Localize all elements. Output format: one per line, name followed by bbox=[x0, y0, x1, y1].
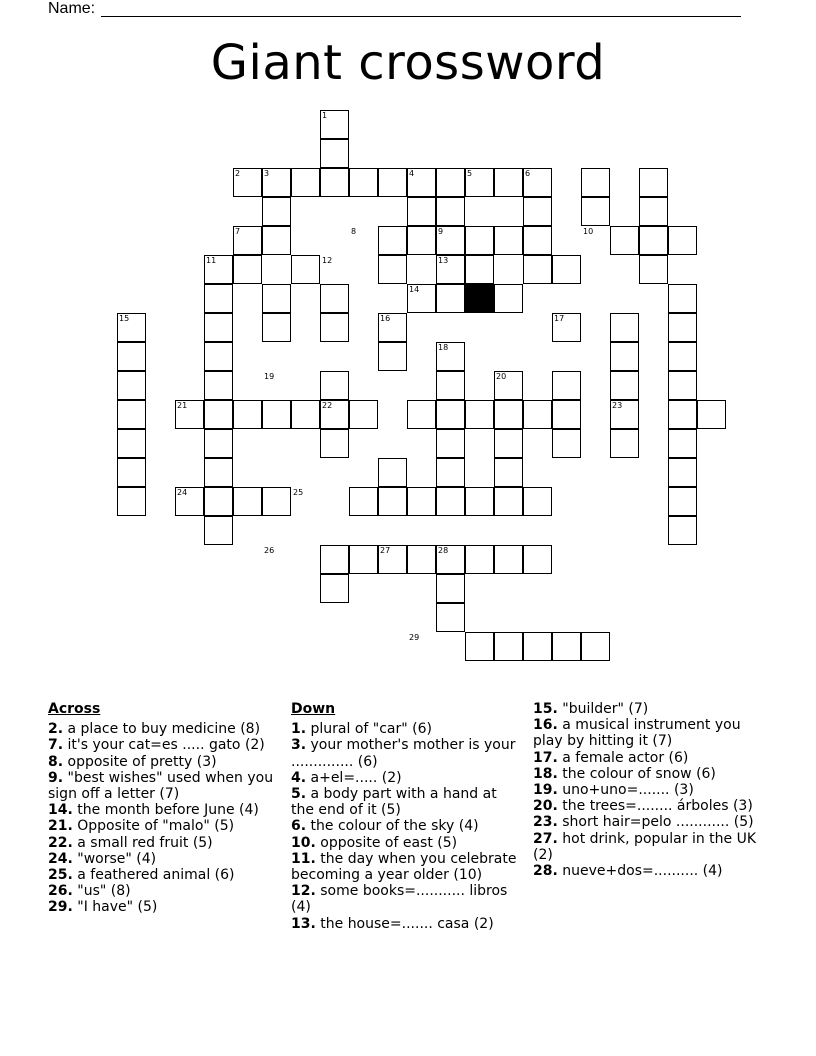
clue-item-text: plural of "car" (6) bbox=[306, 721, 432, 738]
clue-item-number: 27. bbox=[533, 830, 558, 847]
clue-item bbox=[533, 750, 763, 766]
grid-cell[interactable] bbox=[407, 226, 436, 255]
clue-item-text: the day when you celebrate becoming a year older (10) bbox=[291, 850, 517, 884]
grid-cell[interactable] bbox=[436, 429, 465, 458]
grid-cell[interactable] bbox=[204, 429, 233, 458]
grid-cell[interactable] bbox=[436, 458, 465, 487]
grid-cell[interactable] bbox=[262, 400, 291, 429]
grid-cell[interactable] bbox=[262, 197, 291, 226]
clue-item-number: 9. bbox=[48, 769, 64, 786]
clue-item bbox=[48, 802, 276, 818]
clue-item-text: it's your cat=es ..... gato (2) bbox=[63, 737, 265, 754]
grid-cell[interactable] bbox=[407, 545, 436, 574]
clue-item-text: a female actor (6) bbox=[557, 749, 689, 766]
grid-cell[interactable] bbox=[668, 458, 697, 487]
grid-cell[interactable] bbox=[407, 197, 436, 226]
clue-number: 24 bbox=[177, 488, 188, 497]
clue-item bbox=[291, 916, 517, 932]
down-clue-list-continued bbox=[533, 701, 763, 879]
clue-item-number: 13. bbox=[291, 915, 316, 932]
grid-cell[interactable] bbox=[494, 400, 523, 429]
grid-cell[interactable] bbox=[552, 429, 581, 458]
grid-cell[interactable] bbox=[262, 226, 291, 255]
across-heading: Across bbox=[48, 701, 101, 717]
clue-number: 8 bbox=[351, 227, 357, 236]
grid-cell[interactable] bbox=[204, 313, 233, 342]
clue-item-text: a place to buy medicine (8) bbox=[63, 721, 261, 738]
clue-item-text: the house=....... casa (2) bbox=[315, 915, 494, 932]
down-heading: Down bbox=[291, 701, 336, 717]
grid-cell[interactable] bbox=[233, 487, 262, 516]
grid-cell[interactable] bbox=[320, 429, 349, 458]
clue-item-number: 6. bbox=[291, 818, 307, 835]
grid-cell[interactable] bbox=[204, 487, 233, 516]
across-clues bbox=[48, 701, 276, 916]
grid-cell[interactable] bbox=[465, 487, 494, 516]
clue-item-text: a+el=..... (2) bbox=[306, 769, 402, 786]
grid-cell[interactable] bbox=[668, 342, 697, 371]
grid-cell[interactable] bbox=[639, 255, 668, 284]
clue-item-text: Opposite of "malo" (5) bbox=[72, 818, 235, 835]
clue-number: 23 bbox=[612, 401, 623, 410]
clue-item-number: 20. bbox=[533, 798, 558, 815]
clue-number: 26 bbox=[264, 546, 275, 555]
clue-item bbox=[48, 899, 276, 915]
clue-item bbox=[48, 835, 276, 851]
grid-cell[interactable] bbox=[233, 255, 262, 284]
grid-cell[interactable] bbox=[610, 371, 639, 400]
clue-number: 28 bbox=[438, 546, 449, 555]
grid-cell[interactable] bbox=[407, 400, 436, 429]
name-label: Name: bbox=[48, 0, 96, 17]
grid-cell[interactable] bbox=[117, 487, 146, 516]
clue-item bbox=[48, 851, 276, 867]
grid-cell[interactable] bbox=[378, 487, 407, 516]
clue-item bbox=[533, 701, 763, 717]
grid-cell[interactable] bbox=[378, 342, 407, 371]
grid-cell[interactable] bbox=[639, 197, 668, 226]
clue-item bbox=[533, 717, 763, 749]
clue-item-number: 16. bbox=[533, 717, 558, 734]
clue-item-text: uno+uno=....... (3) bbox=[557, 782, 694, 799]
page-title: Giant crossword bbox=[210, 35, 606, 91]
clue-number: 3 bbox=[264, 169, 270, 178]
clue-item-text: your mother's mother is your .............. (6) bbox=[291, 737, 516, 770]
clue-item bbox=[291, 786, 517, 818]
clue-number: 5 bbox=[467, 169, 473, 178]
clue-item bbox=[48, 754, 276, 770]
grid-cell[interactable] bbox=[262, 284, 291, 313]
clue-number: 27 bbox=[380, 546, 391, 555]
clue-item-number: 28. bbox=[533, 863, 558, 880]
grid-cell[interactable] bbox=[494, 487, 523, 516]
grid-cell[interactable] bbox=[436, 400, 465, 429]
clue-item-text: the colour of the sky (4) bbox=[306, 818, 479, 835]
clue-number: 21 bbox=[177, 401, 188, 410]
grid-cell[interactable] bbox=[349, 487, 378, 516]
grid-cell[interactable] bbox=[581, 168, 610, 197]
grid-cell[interactable] bbox=[204, 400, 233, 429]
clue-number: 10 bbox=[583, 227, 594, 236]
clue-number: 14 bbox=[409, 285, 420, 294]
grid-cell[interactable] bbox=[610, 313, 639, 342]
grid-cell[interactable] bbox=[581, 632, 610, 661]
clue-number: 2 bbox=[235, 169, 241, 178]
down-clues bbox=[291, 701, 517, 932]
clue-item-number: 4. bbox=[291, 769, 307, 786]
grid-cell[interactable] bbox=[668, 487, 697, 516]
grid-cell[interactable] bbox=[668, 226, 697, 255]
clue-item-text: "worse" (4) bbox=[72, 850, 157, 867]
grid-cell[interactable] bbox=[117, 342, 146, 371]
black-cell bbox=[465, 284, 494, 313]
clue-item-text: nueve+dos=.......... (4) bbox=[557, 863, 723, 880]
grid-cell[interactable] bbox=[204, 371, 233, 400]
grid-cell[interactable] bbox=[668, 516, 697, 545]
grid-cell[interactable] bbox=[465, 545, 494, 574]
grid-cell[interactable] bbox=[610, 429, 639, 458]
grid-cell[interactable] bbox=[668, 371, 697, 400]
grid-cell[interactable] bbox=[494, 632, 523, 661]
grid-cell[interactable] bbox=[668, 429, 697, 458]
grid-cell[interactable] bbox=[262, 313, 291, 342]
clue-item-number: 23. bbox=[533, 814, 558, 831]
clue-item bbox=[48, 818, 276, 834]
grid-cell[interactable] bbox=[436, 197, 465, 226]
clue-number: 11 bbox=[206, 256, 217, 265]
clue-item-text: "best wishes" used when you sign off a letter (7) bbox=[48, 769, 274, 803]
grid-cell[interactable] bbox=[320, 284, 349, 313]
grid-cell[interactable] bbox=[523, 545, 552, 574]
grid-cell[interactable] bbox=[523, 255, 552, 284]
clue-item bbox=[291, 835, 517, 851]
clue-item-text: the trees=........ árboles (3) bbox=[557, 798, 753, 815]
clue-item-number: 2. bbox=[48, 721, 64, 738]
grid-cell[interactable] bbox=[494, 168, 523, 197]
clue-item-number: 22. bbox=[48, 834, 73, 851]
clue-item bbox=[48, 867, 276, 883]
grid-cell[interactable] bbox=[552, 400, 581, 429]
clue-number: 6 bbox=[525, 169, 531, 178]
clue-number: 4 bbox=[409, 169, 415, 178]
clue-item bbox=[533, 782, 763, 798]
clue-number: 18 bbox=[438, 343, 449, 352]
grid-cell[interactable] bbox=[494, 458, 523, 487]
clue-item-text: short hair=pelo ............ (5) bbox=[557, 814, 754, 831]
clue-number: 20 bbox=[496, 372, 507, 381]
clue-item bbox=[291, 721, 517, 737]
grid-cell[interactable] bbox=[610, 342, 639, 371]
grid-cell[interactable] bbox=[523, 400, 552, 429]
grid-cell[interactable] bbox=[523, 632, 552, 661]
grid-cell[interactable] bbox=[494, 545, 523, 574]
grid-cell[interactable] bbox=[436, 603, 465, 632]
clue-item-text: "I have" (5) bbox=[72, 899, 158, 916]
clue-item-text: a small red fruit (5) bbox=[72, 834, 213, 851]
clue-item bbox=[291, 818, 517, 834]
clue-item-text: a feathered animal (6) bbox=[72, 867, 235, 884]
grid-cell[interactable] bbox=[320, 313, 349, 342]
clue-item bbox=[48, 770, 276, 802]
clue-item bbox=[533, 798, 763, 814]
grid-cell[interactable] bbox=[436, 487, 465, 516]
clue-item-number: 7. bbox=[48, 737, 64, 754]
clue-item-number: 25. bbox=[48, 867, 73, 884]
clue-item bbox=[48, 721, 276, 737]
clue-item-text: "builder" (7) bbox=[557, 701, 649, 717]
clue-item bbox=[533, 766, 763, 782]
grid-cell[interactable] bbox=[291, 400, 320, 429]
grid-cell[interactable] bbox=[378, 255, 407, 284]
grid-cell[interactable] bbox=[465, 226, 494, 255]
clue-item bbox=[291, 737, 517, 769]
clue-number: 16 bbox=[380, 314, 391, 323]
clue-item-number: 1. bbox=[291, 721, 307, 738]
clue-number: 13 bbox=[438, 256, 449, 265]
grid-cell[interactable] bbox=[494, 429, 523, 458]
grid-cell[interactable] bbox=[349, 545, 378, 574]
clue-number: 25 bbox=[293, 488, 304, 497]
grid-cell[interactable] bbox=[523, 487, 552, 516]
clue-item bbox=[48, 737, 276, 753]
clue-item-text: hot drink, popular in the UK (2) bbox=[533, 830, 757, 863]
clue-item bbox=[291, 770, 517, 786]
grid-cell[interactable] bbox=[639, 226, 668, 255]
clue-item-number: 21. bbox=[48, 818, 73, 835]
grid-cell[interactable] bbox=[436, 371, 465, 400]
clue-item-number: 8. bbox=[48, 753, 64, 770]
grid-cell[interactable] bbox=[610, 226, 639, 255]
grid-cell[interactable] bbox=[668, 284, 697, 313]
clue-item bbox=[533, 831, 763, 863]
grid-cell[interactable] bbox=[320, 168, 349, 197]
clue-item-text: a body part with a hand at the end of it (5) bbox=[291, 786, 497, 819]
clue-item-number: 17. bbox=[533, 749, 558, 766]
clue-item-number: 3. bbox=[291, 737, 307, 754]
grid-cell[interactable] bbox=[523, 226, 552, 255]
grid-cell[interactable] bbox=[552, 632, 581, 661]
clue-number: 15 bbox=[119, 314, 130, 323]
grid-cell[interactable] bbox=[697, 400, 726, 429]
clue-item-number: 24. bbox=[48, 850, 73, 867]
grid-cell[interactable] bbox=[378, 226, 407, 255]
clue-number: 7 bbox=[235, 227, 241, 236]
clue-item-text: "us" (8) bbox=[72, 883, 131, 900]
grid-cell[interactable] bbox=[552, 255, 581, 284]
clue-item-number: 12. bbox=[291, 883, 316, 900]
clue-item-text: some books=........... libros (4) bbox=[291, 883, 508, 916]
clue-item-number: 15. bbox=[533, 701, 558, 717]
grid-cell[interactable] bbox=[552, 371, 581, 400]
grid-cell[interactable] bbox=[204, 516, 233, 545]
grid-cell[interactable] bbox=[117, 458, 146, 487]
grid-cell[interactable] bbox=[349, 168, 378, 197]
clue-item-number: 11. bbox=[291, 850, 316, 867]
clue-item-text: a musical instrument you play by hitting it (7) bbox=[533, 717, 741, 750]
grid-cell[interactable] bbox=[639, 168, 668, 197]
grid-cell[interactable] bbox=[349, 400, 378, 429]
grid-cell[interactable] bbox=[465, 255, 494, 284]
grid-cell[interactable] bbox=[320, 574, 349, 603]
grid-cell[interactable] bbox=[581, 197, 610, 226]
grid-cell[interactable] bbox=[320, 545, 349, 574]
clue-number: 22 bbox=[322, 401, 333, 410]
grid-cell[interactable] bbox=[291, 168, 320, 197]
grid-cell[interactable] bbox=[407, 487, 436, 516]
grid-cell[interactable] bbox=[436, 574, 465, 603]
down-clue-list bbox=[291, 721, 517, 932]
clue-item-number: 14. bbox=[48, 802, 73, 819]
grid-cell[interactable] bbox=[117, 371, 146, 400]
grid-cell[interactable] bbox=[436, 168, 465, 197]
clue-item-number: 10. bbox=[291, 834, 316, 851]
grid-cell[interactable] bbox=[204, 458, 233, 487]
clue-number: 17 bbox=[554, 314, 565, 323]
grid-cell[interactable] bbox=[320, 139, 349, 168]
grid-cell[interactable] bbox=[523, 197, 552, 226]
clue-number: 19 bbox=[264, 372, 275, 381]
clue-item-text: opposite of east (5) bbox=[315, 834, 458, 851]
grid-cell[interactable] bbox=[320, 371, 349, 400]
clue-item bbox=[291, 851, 517, 883]
grid-cell[interactable] bbox=[436, 284, 465, 313]
grid-cell[interactable] bbox=[494, 226, 523, 255]
clue-item-number: 29. bbox=[48, 899, 73, 916]
grid-cell[interactable] bbox=[378, 458, 407, 487]
grid-cell[interactable] bbox=[291, 255, 320, 284]
clue-number: 12 bbox=[322, 256, 333, 265]
grid-cell[interactable] bbox=[262, 487, 291, 516]
grid-cell[interactable] bbox=[668, 400, 697, 429]
clue-number: 9 bbox=[438, 227, 444, 236]
clue-item bbox=[533, 814, 763, 830]
grid-cell[interactable] bbox=[204, 284, 233, 313]
grid-cell[interactable] bbox=[117, 429, 146, 458]
clue-number: 1 bbox=[322, 111, 328, 120]
clue-item-text: opposite of pretty (3) bbox=[63, 753, 217, 770]
clue-item bbox=[533, 863, 763, 879]
grid-cell[interactable] bbox=[494, 284, 523, 313]
grid-cell[interactable] bbox=[378, 168, 407, 197]
grid-cell[interactable] bbox=[233, 400, 262, 429]
grid-cell[interactable] bbox=[204, 342, 233, 371]
grid-cell[interactable] bbox=[117, 400, 146, 429]
clue-number: 29 bbox=[409, 633, 420, 642]
clue-item-text: the month before June (4) bbox=[72, 802, 259, 819]
clue-item bbox=[291, 883, 517, 915]
down-clues-continued bbox=[533, 701, 763, 879]
clue-item-number: 26. bbox=[48, 883, 73, 900]
across-clue-list bbox=[48, 721, 276, 915]
clue-item bbox=[48, 883, 276, 899]
clue-item-text: the colour of snow (6) bbox=[557, 765, 716, 782]
grid-cell[interactable] bbox=[465, 632, 494, 661]
grid-cell[interactable] bbox=[668, 313, 697, 342]
clue-item-number: 18. bbox=[533, 765, 558, 782]
grid-cell[interactable] bbox=[465, 400, 494, 429]
clue-item-number: 19. bbox=[533, 782, 558, 799]
clue-item-number: 5. bbox=[291, 786, 307, 803]
